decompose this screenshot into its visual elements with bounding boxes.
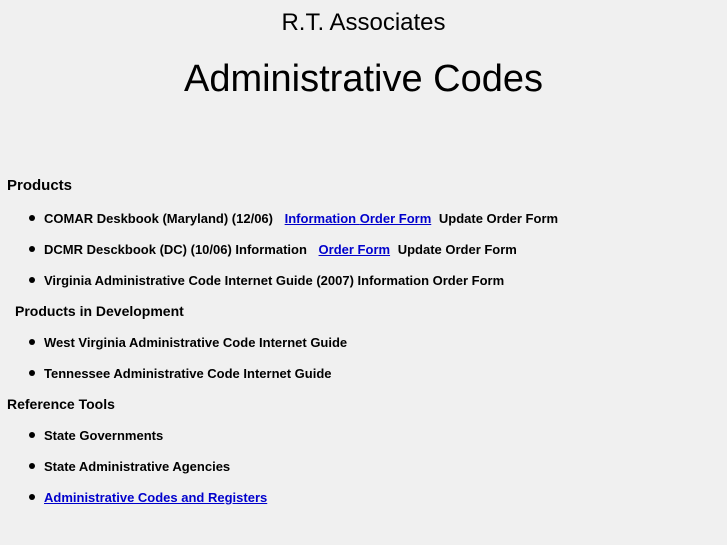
bullet [29,463,35,469]
bullet [29,432,35,438]
list-item-tennessee: Tennessee Administrative Code Internet Guide [44,366,332,381]
comar-text: COMAR Deskbook (Maryland) (12/06) [44,211,273,226]
bullet [29,339,35,345]
comar-order-form-link[interactable]: Order Form [359,211,432,226]
list-item-virginia: Virginia Administrative Code Internet Guide (2007) Information Order Form [44,273,505,288]
reference-heading: Reference Tools [7,396,115,412]
dcmr-order-form-link[interactable]: Order Form [318,242,391,257]
list-item-codes-registers [44,489,267,506]
codes-registers-link[interactable]: Administrative Codes and Registers [44,490,268,505]
list-item-state-agencies: State Administrative Agencies [44,459,231,474]
page-title: Administrative Codes [183,58,544,100]
bullet [29,494,35,500]
site-name: R.T. Associates [281,9,446,36]
list-item-dcmr [44,241,517,258]
list-item-comar [44,210,558,227]
dcmr-text: DCMR Desckbook (DC) (10/06) Information [44,242,307,257]
list-item-state-governments: State Governments [44,428,164,443]
list-item-west-virginia: West Virginia Administrative Code Internet Guide [44,335,348,350]
development-heading: Products in Development [15,303,184,319]
dcmr-update-order-form: Update Order Form [397,242,517,257]
products-heading: Products [7,177,73,194]
comar-information-link[interactable]: Information [284,211,360,226]
bullet [29,215,35,221]
comar-update-order-form: Update Order Form [438,211,559,226]
bullet [29,370,35,376]
bullet [29,277,35,283]
bullet [29,246,35,252]
